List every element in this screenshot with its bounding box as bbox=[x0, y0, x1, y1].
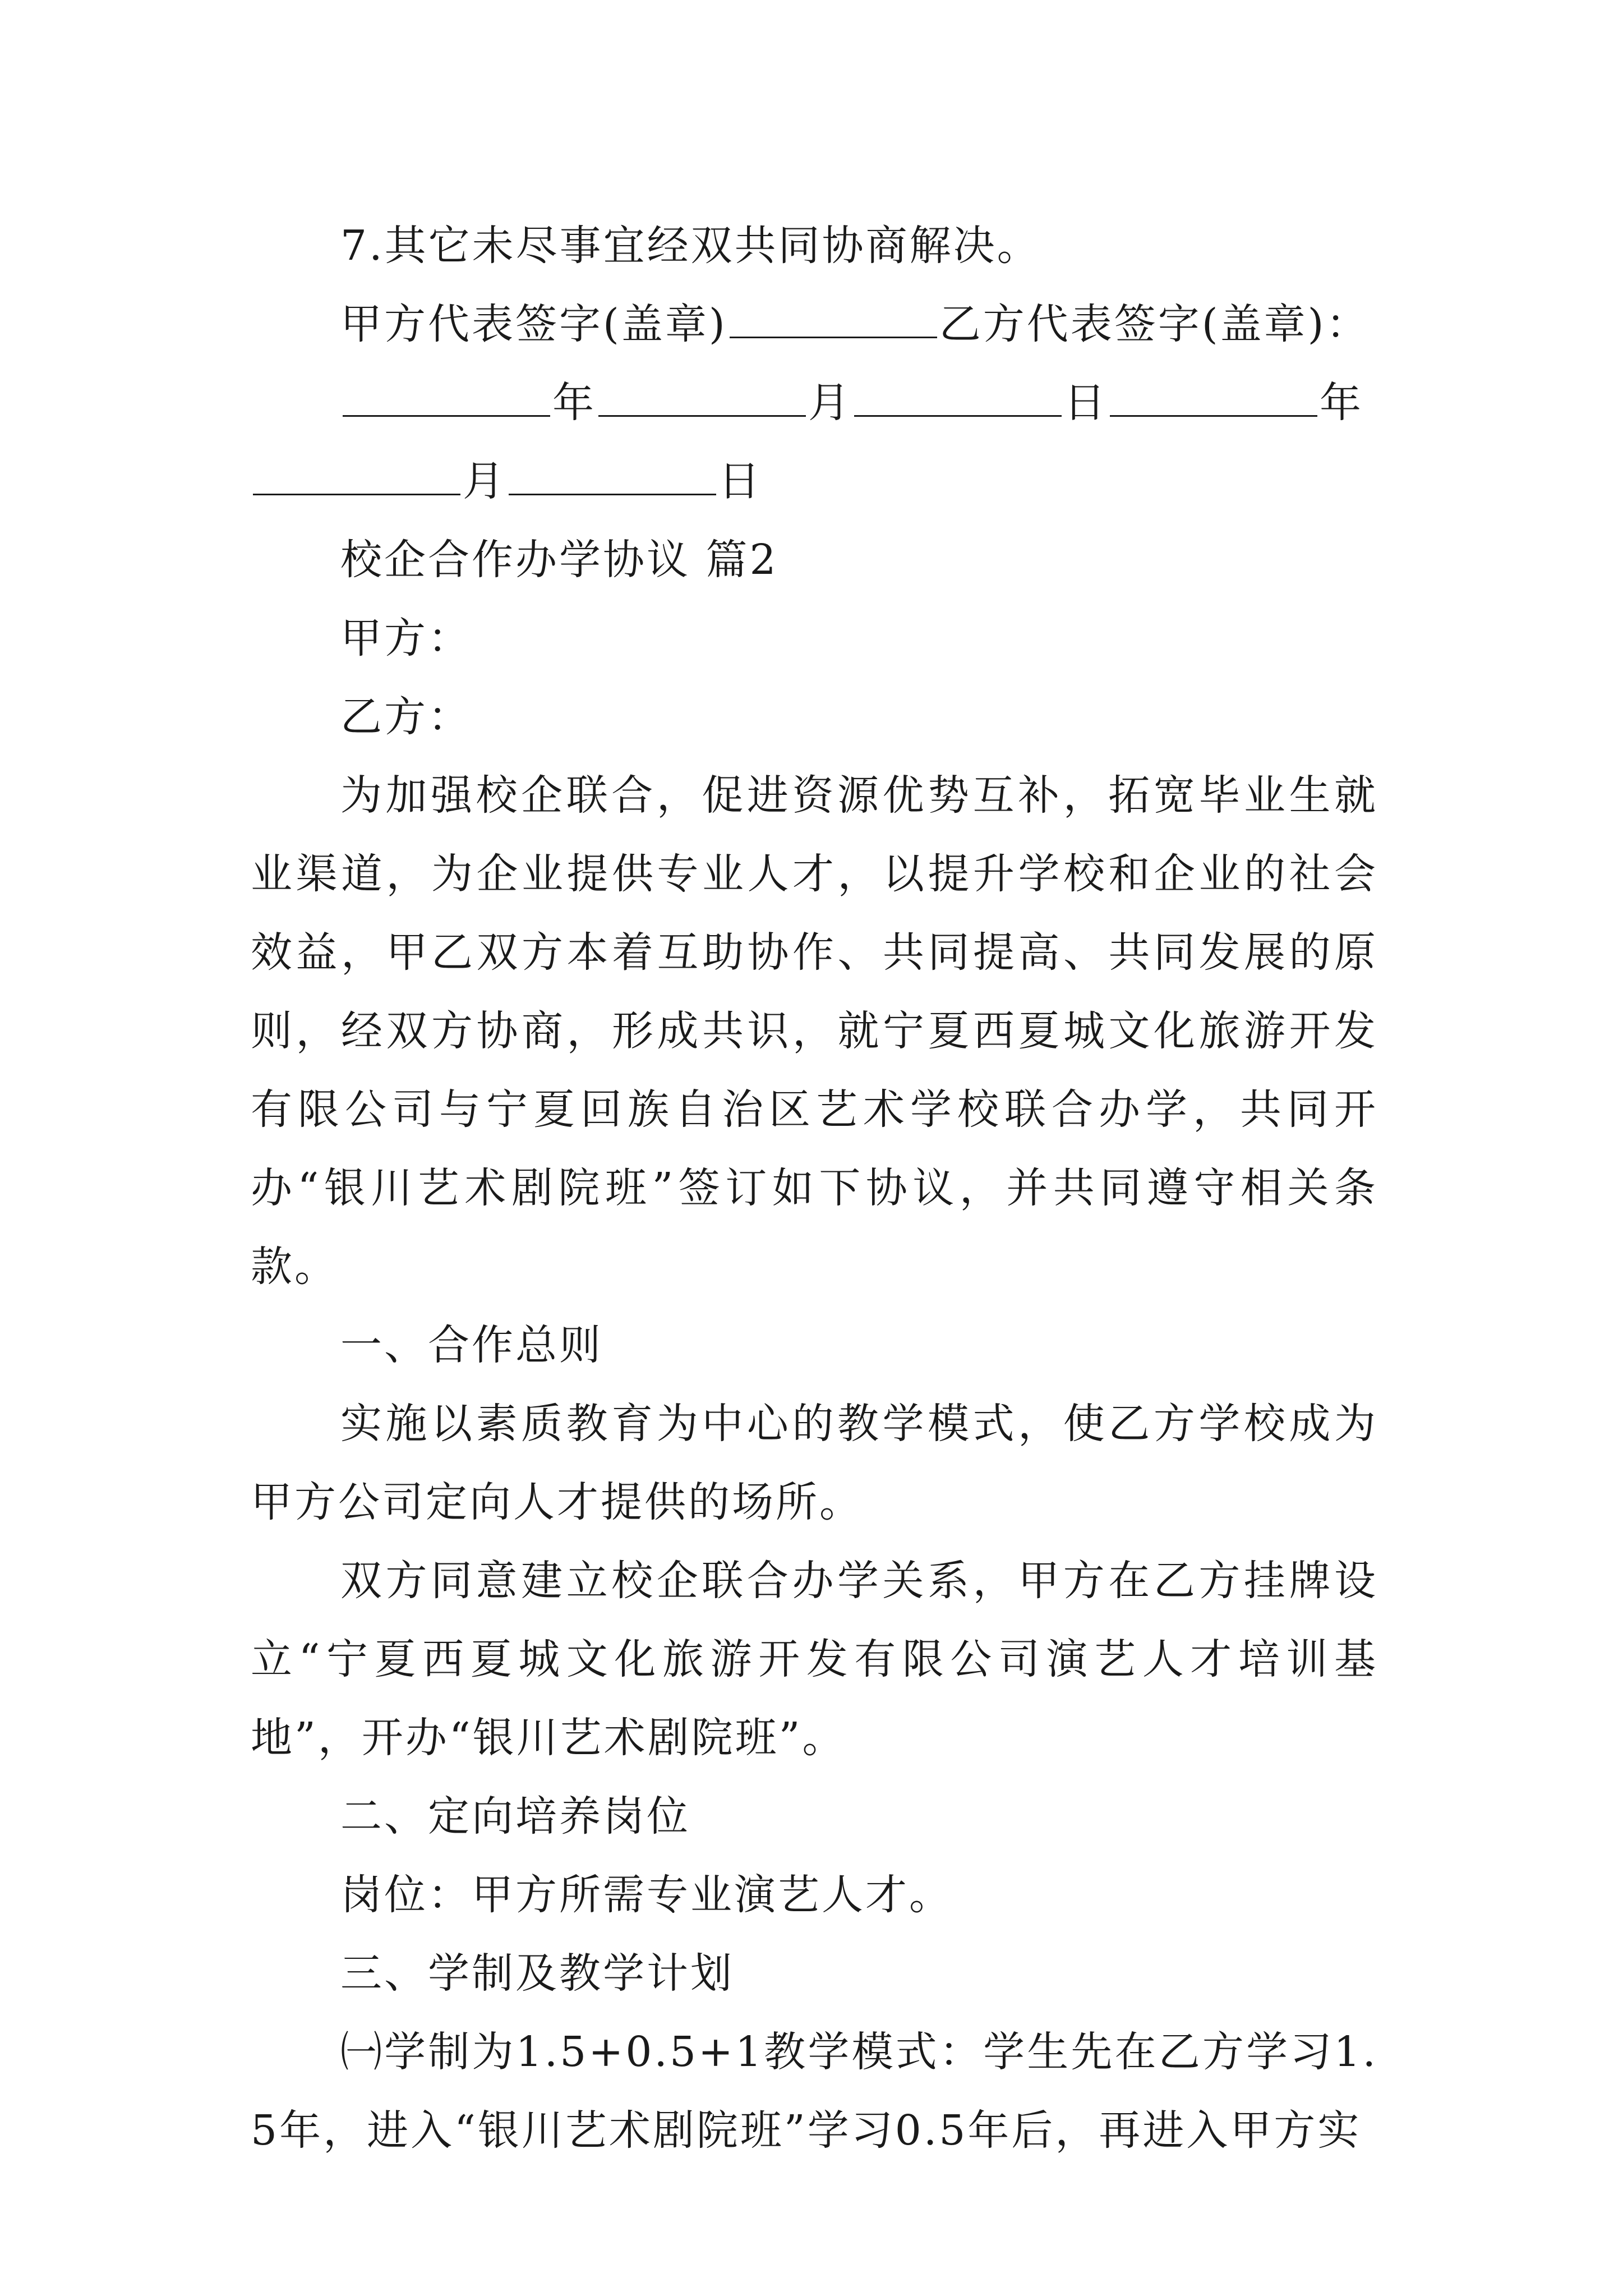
party-b-signature-label: 乙方代表签字(盖章)： bbox=[939, 300, 1370, 348]
clause-7: 7.其它未尽事宜经双共同协商解决。 bbox=[340, 222, 1041, 270]
paragraph-joint-school: 双方同意建立校企联合办学关系，甲方在乙方挂牌设立“宁夏西夏城文化旅游开发有限公司演艺人才培训基地”，开办“银川艺术剧院班”。 bbox=[251, 1557, 1378, 1762]
heading-positions: 二、定向培养岗位 bbox=[340, 1792, 690, 1841]
date-blank bbox=[1110, 381, 1317, 417]
signature-line bbox=[251, 285, 1378, 364]
heading-general-principles: 一、合作总则 bbox=[340, 1321, 603, 1369]
document-body bbox=[251, 206, 1378, 2170]
date-blank bbox=[253, 460, 460, 495]
month-label: 月 bbox=[463, 457, 506, 505]
heading-schooling-system: 三、学制及教学计划 bbox=[340, 1949, 734, 1998]
intro-paragraph: 为加强校企联合，促进资源优势互补，拓宽毕业生就业渠道，为企业提供专业人才，以提升学校和企业的社会效益，甲乙双方本着互助协作、共同提高、共同发展的原则，经双方协商，形成共识，就宁夏西夏城文化旅游开发有限公司与宁夏回族自治区艺术学校联合办学，共同开办“银川艺术剧院班”签订如下协议，并共同遵守相关条款。 bbox=[251, 771, 1378, 1291]
year-label: 年 bbox=[552, 379, 596, 427]
party-a-signature-label: 甲方代表签字(盖章) bbox=[340, 300, 727, 348]
date-blank bbox=[854, 381, 1062, 417]
section-title: 校企合作办学协议 篇2 bbox=[340, 536, 778, 584]
date-blank bbox=[509, 460, 716, 495]
paragraph-positions: 岗位：甲方所需专业演艺人才。 bbox=[340, 1871, 953, 1919]
date-blank bbox=[343, 381, 550, 417]
paragraph-schooling-system: ㈠学制为1.5+0.5+1教学模式：学生先在乙方学习1.5年，进入“银川艺术剧院班”学习0.5年后，再进入甲方实 bbox=[251, 2028, 1378, 2155]
year-label: 年 bbox=[1320, 379, 1363, 427]
date-line-2 bbox=[251, 442, 1378, 521]
date-blank bbox=[598, 381, 806, 417]
paragraph-teaching-model: 实施以素质教育为中心的教学模式，使乙方学校成为甲方公司定向人才提供的场所。 bbox=[251, 1400, 1378, 1526]
party-a-label: 甲方： bbox=[340, 614, 472, 662]
party-b-label: 乙方： bbox=[340, 693, 472, 741]
day-label: 日 bbox=[1064, 379, 1108, 427]
date-line-1 bbox=[251, 364, 1378, 442]
signature-blank bbox=[730, 303, 937, 338]
month-label: 月 bbox=[808, 379, 852, 427]
day-label: 日 bbox=[718, 457, 762, 505]
